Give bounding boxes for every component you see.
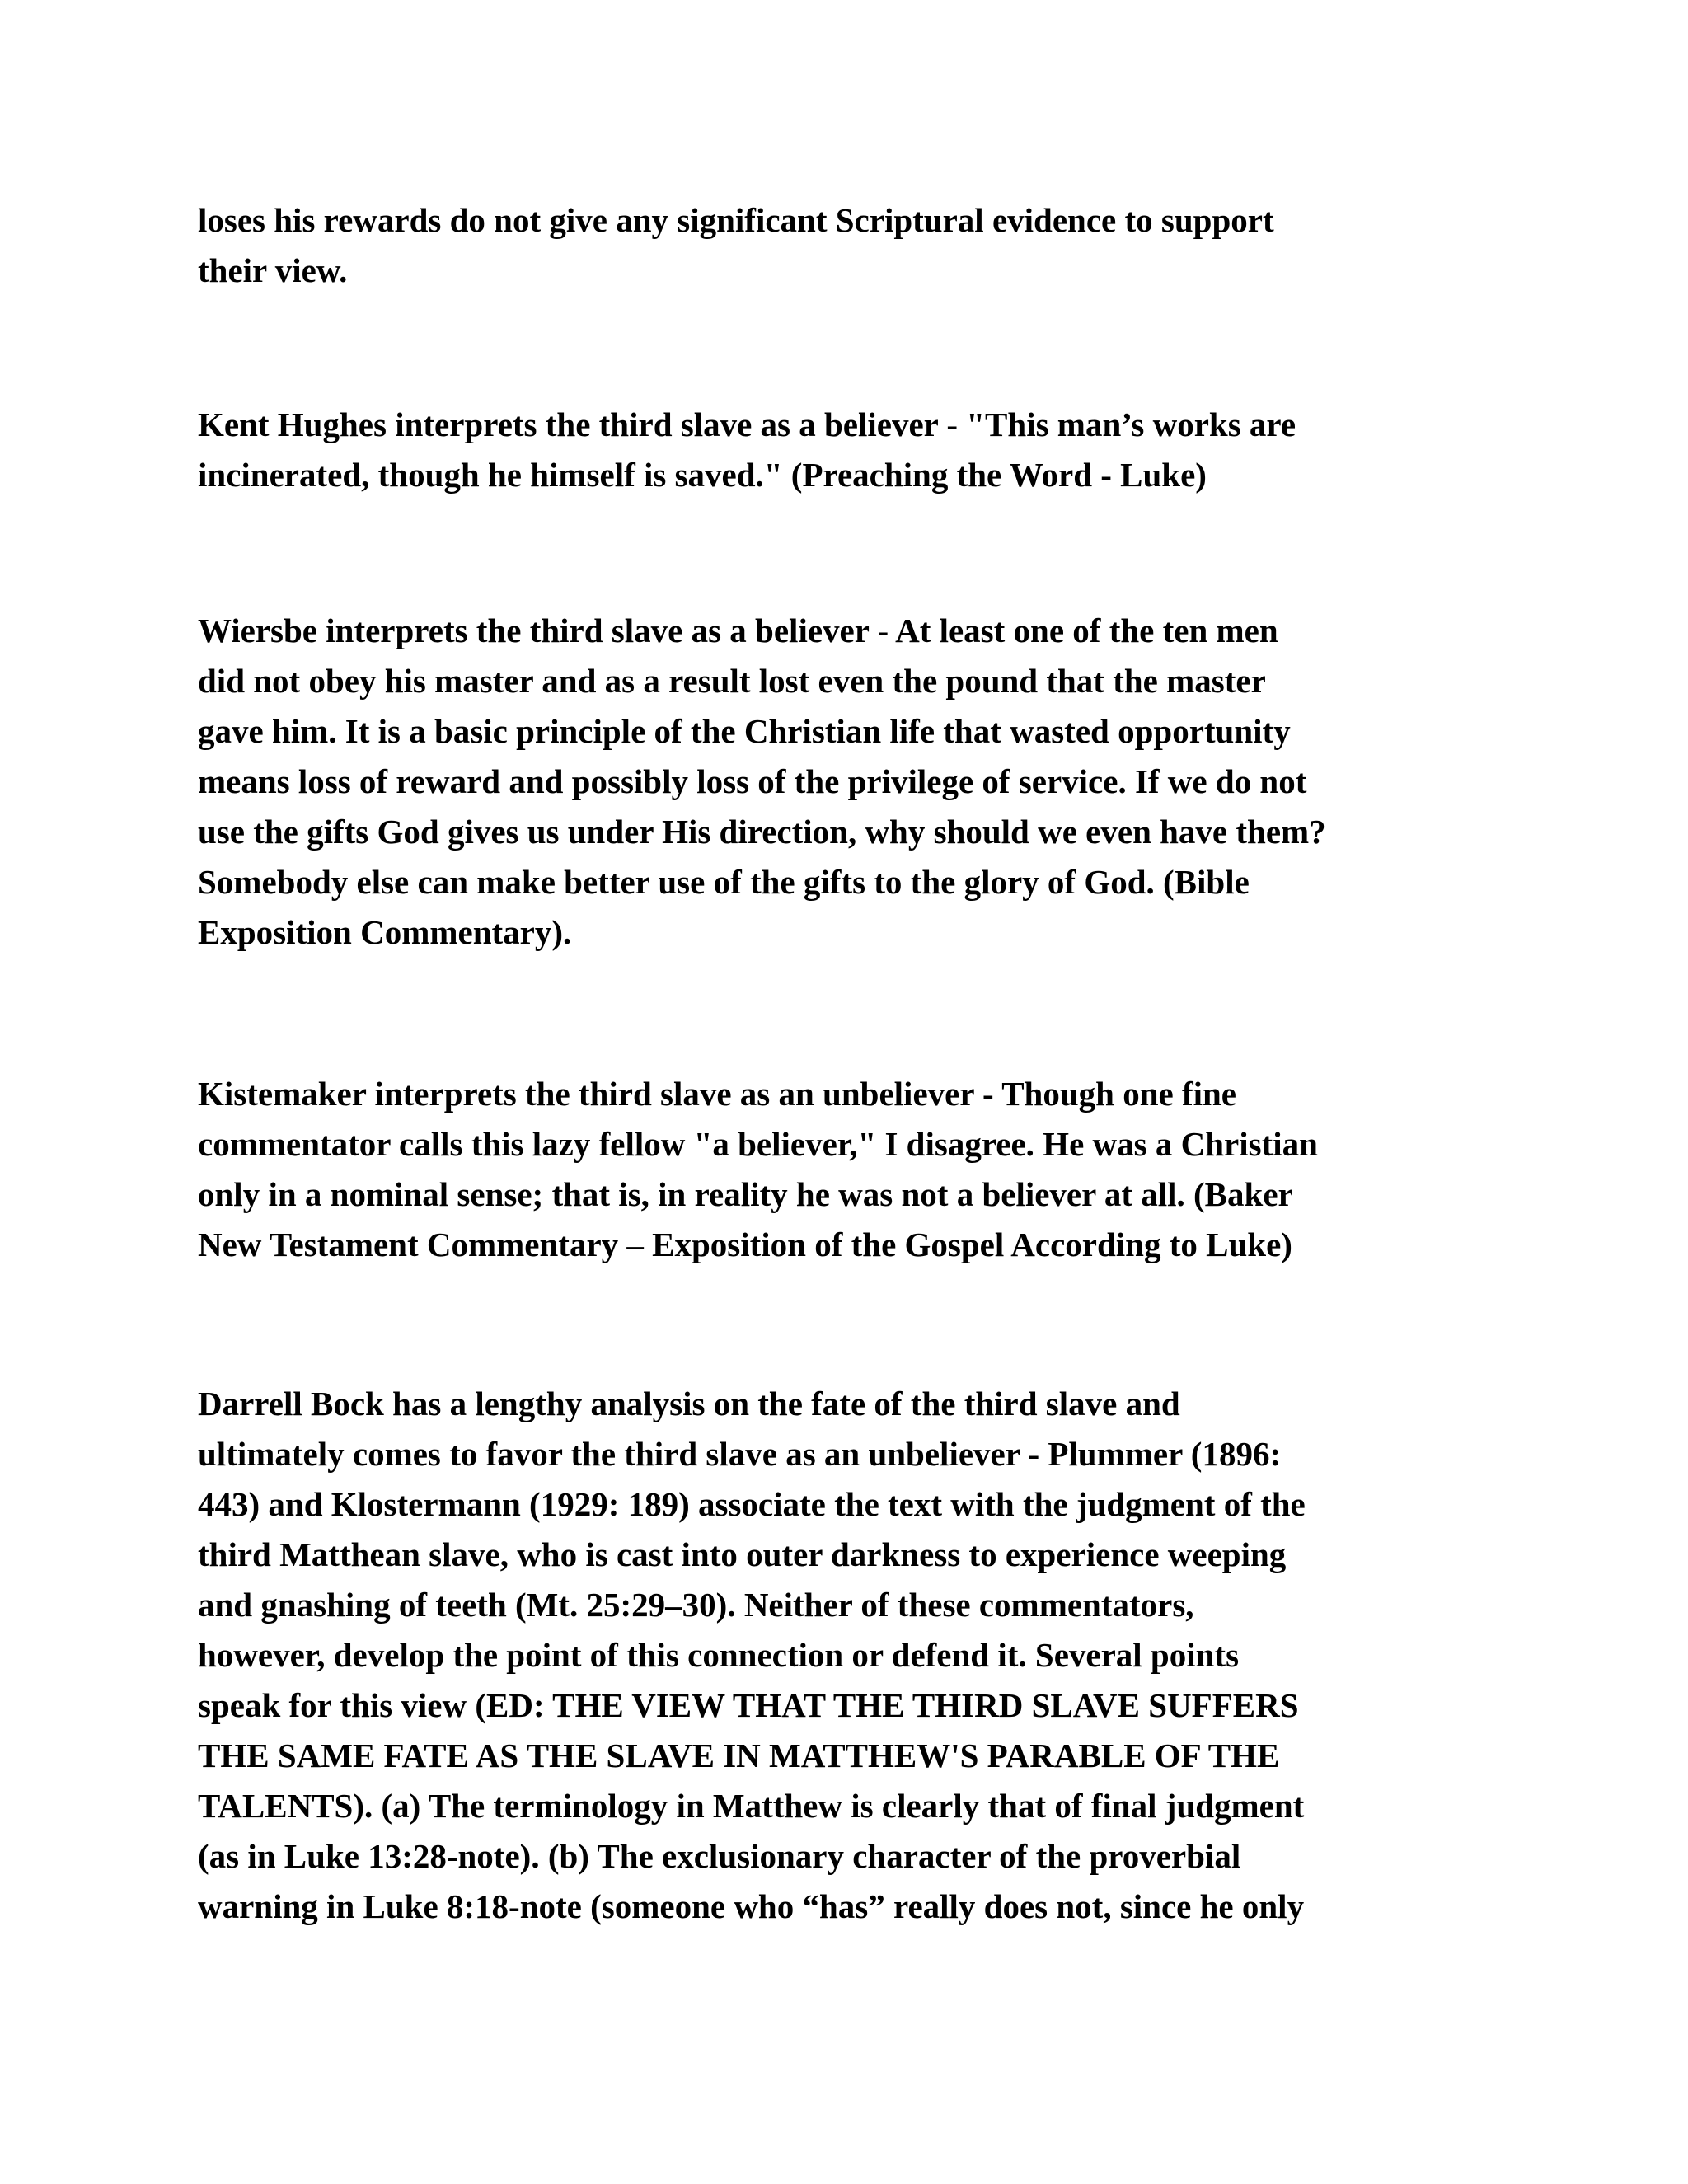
text-line: ultimately comes to favor the third slave as an unbeliever - Plummer (1896: — [198, 1435, 1282, 1473]
text-line: Kent Hughes interprets the third slave as a believer - "This man’s works are — [198, 405, 1296, 443]
text-line: gave him. It is a basic principle of the Christian life that wasted opportunity — [198, 712, 1291, 750]
text-line: TALENTS). (a) The terminology in Matthew is clearly that of final judgment — [198, 1787, 1305, 1825]
paragraph-kent-hughes — [198, 400, 1296, 500]
text-line: Wiersbe interprets the third slave as a believer - At least one of the ten men — [198, 612, 1278, 649]
text-line: Exposition Commentary). — [198, 913, 572, 951]
text-line: did not obey his master and as a result lost even the pound that the master — [198, 662, 1266, 700]
text-line: loses his rewards do not give any significant Scriptural evidence to support — [198, 201, 1274, 239]
text-line: Darrell Bock has a lengthy analysis on the fate of the third slave and — [198, 1385, 1180, 1422]
text-line: warning in Luke 8:18-note (someone who “has” really does not, since he only — [198, 1887, 1305, 1925]
text-line: THE SAME FATE AS THE SLAVE IN MATTHEW'S PARABLE OF THE — [198, 1736, 1280, 1774]
text-line: their view. — [198, 251, 348, 289]
paragraph-darrell-bock — [198, 1379, 1306, 1932]
text-line: however, develop the point of this connection or defend it. Several points — [198, 1636, 1240, 1674]
text-line: third Matthean slave, who is cast into outer darkness to experience weeping — [198, 1535, 1287, 1573]
text-line: New Testament Commentary – Exposition of the Gospel According to Luke) — [198, 1226, 1292, 1263]
text-line: and gnashing of teeth (Mt. 25:29–30). Neither of these commentators, — [198, 1586, 1194, 1624]
text-line: incinerated, though he himself is saved." (Preaching the Word - Luke) — [198, 456, 1207, 494]
text-line: (as in Luke 13:28-note). (b) The exclusionary character of the proverbial — [198, 1837, 1241, 1875]
text-line: means loss of reward and possibly loss of the privilege of service. If we do not — [198, 762, 1307, 800]
text-line: 443) and Klostermann (1929: 189) associate the text with the judgment of the — [198, 1485, 1306, 1523]
text-line: use the gifts God gives us under His direction, why should we even have them? — [198, 813, 1326, 851]
paragraph-kistemaker — [198, 1069, 1318, 1270]
text-line: only in a nominal sense; that is, in reality he was not a believer at all. (Baker — [198, 1175, 1293, 1213]
paragraph-rewards-conclusion — [198, 195, 1274, 296]
text-line: commentator calls this lazy fellow "a believer," I disagree. He was a Christian — [198, 1125, 1318, 1163]
paragraph-wiersbe — [198, 606, 1326, 958]
text-line: Kistemaker interprets the third slave as an unbeliever - Though one fine — [198, 1075, 1237, 1113]
text-line: speak for this view (ED: THE VIEW THAT THE THIRD SLAVE SUFFERS — [198, 1686, 1299, 1724]
text-line: Somebody else can make better use of the gifts to the glory of God. (Bible — [198, 863, 1250, 901]
